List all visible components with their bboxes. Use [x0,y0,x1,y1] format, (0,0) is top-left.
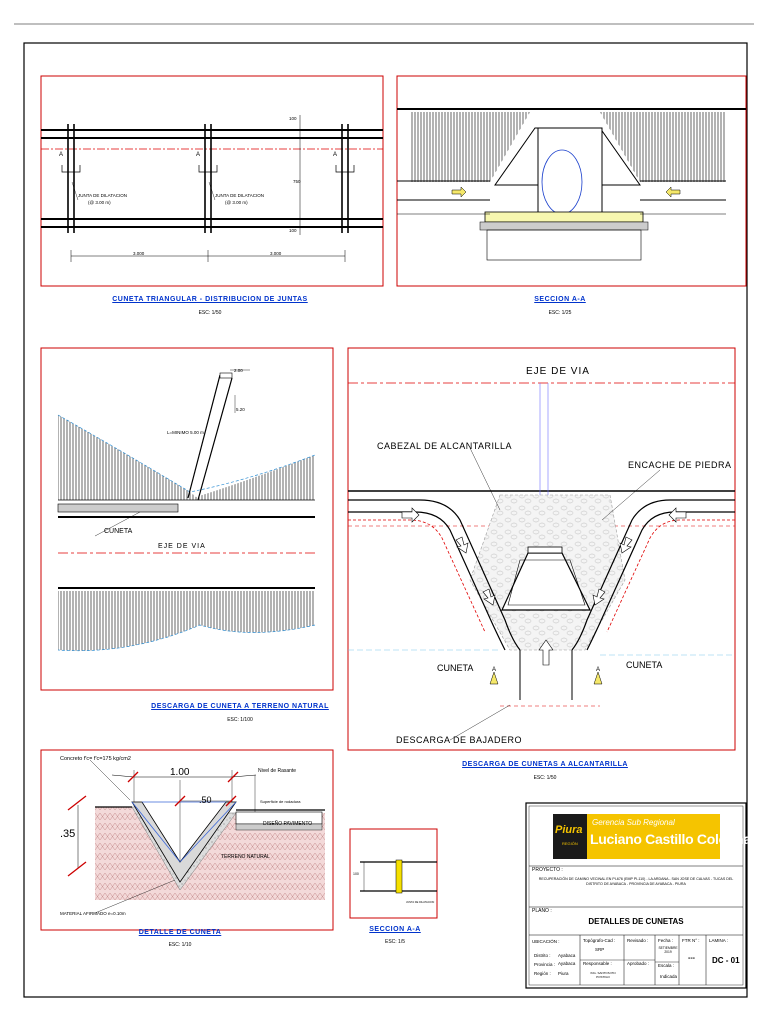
tb-topo: SRP [595,947,605,952]
alc-eje: EJE DE VIA [526,366,590,377]
tb-region: Piura [558,971,569,976]
planta-dim-2: 3.000 [270,251,282,256]
planta-junta-1-dim: (@ 3.00 m) [88,200,111,205]
tb-lamina: DC - 01 [712,956,740,965]
tb-gerencia: Gerencia Sub Regional [592,818,675,827]
tb-resp: ING. SANTOS PIN POSTIGO [590,971,616,979]
planta-junta-1: JUNTA DE DILATACION [78,193,128,198]
planta-dim-mid: 750 [293,179,301,184]
planta-dim-1: 3.000 [133,251,145,256]
detalle-nivel: Nivel de Rasante [258,768,297,774]
terreno-dim-2: 5.20 [236,407,245,412]
tb-proyecto: RECUPERACIÓN DE CAMINO VECINAL EN PI-676 (EMP PI-110) - LA ARDANA - SAN JOSE DE CALVAS - TUCAS DEL DISTRITO DE AYABACA - PROVINCIA DE AYABACA - PIURA [538,877,734,886]
scale-seccion-small: ESC: 1/5 [384,939,405,945]
detalle-material: MATERIAL AFIRMADO e=0.10m [60,911,126,916]
panel-planta [41,76,383,286]
tb-distrito: Ayabaca [558,953,576,958]
tb-region-label: Región : [534,971,551,976]
scale-descarga-alcantarilla: ESC: 1/50 [533,775,557,781]
seccion-small-note: JUNTA DE DILATACION [406,901,435,904]
planta-cut-label-1: A [59,152,64,158]
alc-cabezal: CABEZAL DE ALCANTARILLA [377,441,513,451]
planta-dim-bot: 100 [289,228,297,233]
tb-ftr: --- [688,955,695,962]
tb-topo-label: Topógrafo-Cad : [583,938,616,943]
title-seccion-top: SECCION A-A [534,296,586,303]
tb-escala: Indicada [660,974,678,979]
scale-descarga-terreno: ESC: 1/100 [227,717,253,723]
planta-cut-label-3: A [333,152,338,158]
panel-seccion-top [397,76,746,286]
alc-cuneta-right: CUNETA [626,660,663,670]
tb-ubicacion: UBICACIÓN : [532,939,560,944]
planta-junta-2: JUNTA DE DILATACION [215,193,265,198]
title-seccion-small: SECCION A-A [369,926,421,933]
alc-cuneta-left: CUNETA [437,663,474,673]
tb-name: Luciano Castillo Colonna [590,831,751,847]
terreno-largo: L=MINIMO 5.00 m [167,430,204,435]
title-descarga-terreno: DESCARGA DE CUNETA A TERRENO NATURAL [151,703,329,710]
planta-dim-top: 100 [289,116,297,121]
terreno-dim-1: 2.00 [234,368,243,373]
scale-detalle: ESC: 1/10 [168,942,192,948]
terreno-cuneta: CUNETA [104,528,133,535]
detalle-superficie: Superficie de rodadura [260,799,301,804]
planta-cut-label-2: A [196,152,201,158]
tb-escala-label: Escala : [658,963,675,968]
detalle-terreno: TERRENO NATURAL [221,854,270,860]
title-planta: CUNETA TRIANGULAR - DISTRIBUCION DE JUNTAS [112,296,308,303]
alc-cut-right: A [596,667,601,673]
tb-proyecto-label: PROYECTO : [532,867,563,873]
logo-sub: REGIÓN [562,841,578,846]
planta-junta-2-dim: (@ 3.00 m) [225,200,248,205]
detalle-concreto: Concreto f'c= f'c=175 kg/cm2 [60,756,131,762]
tb-fecha: SETIEMBRE 2019 [658,946,678,954]
panel-seccion-small [350,829,437,918]
seccion-small-dim: 100 [353,872,359,876]
detalle-dim-100: 1.00 [170,767,190,778]
tb-fecha-label: Fecha : [658,938,674,943]
title-detalle: DETALLE DE CUNETA [138,929,222,936]
tb-plano-label: PLANO : [532,908,552,914]
detalle-dim-50: .50 [199,795,212,805]
tb-resp-label: Responsable : [583,961,612,966]
scale-planta: ESC: 1/50 [198,310,222,316]
detalle-dim-35: .35 [60,828,76,840]
tb-provincia: Ayabaca [558,961,576,966]
alc-cut-left: A [492,667,497,673]
logo-piura [553,814,587,859]
tb-distrito-label: Distrito : [534,953,551,958]
title-descarga-alcantarilla: DESCARGA DE CUNETAS A ALCANTARILLA [462,761,628,768]
scale-seccion-top: ESC: 1/25 [548,310,572,316]
panel-descarga-terreno [41,348,333,690]
alc-encache: ENCACHE DE PIEDRA [628,460,732,470]
tb-aprobado-label: Aprobado : [627,961,650,966]
tb-plano: DETALLES DE CUNETAS [588,917,684,926]
tb-ftr-label: FTR N° : [682,938,700,943]
detalle-diseno: DISEÑO PAVIMENTO [263,821,313,827]
tb-provincia-label: Provincia : [534,962,556,967]
tb-revisado-label: Revisado : [627,938,649,943]
panel-descarga-alcantarilla [348,348,735,750]
terreno-eje: EJE DE VIA [158,543,206,550]
alc-bajadero: DESCARGA DE BAJADERO [396,735,523,745]
logo-brand: Piura [555,824,583,836]
tb-lamina-label: LAMINA : [709,938,729,943]
